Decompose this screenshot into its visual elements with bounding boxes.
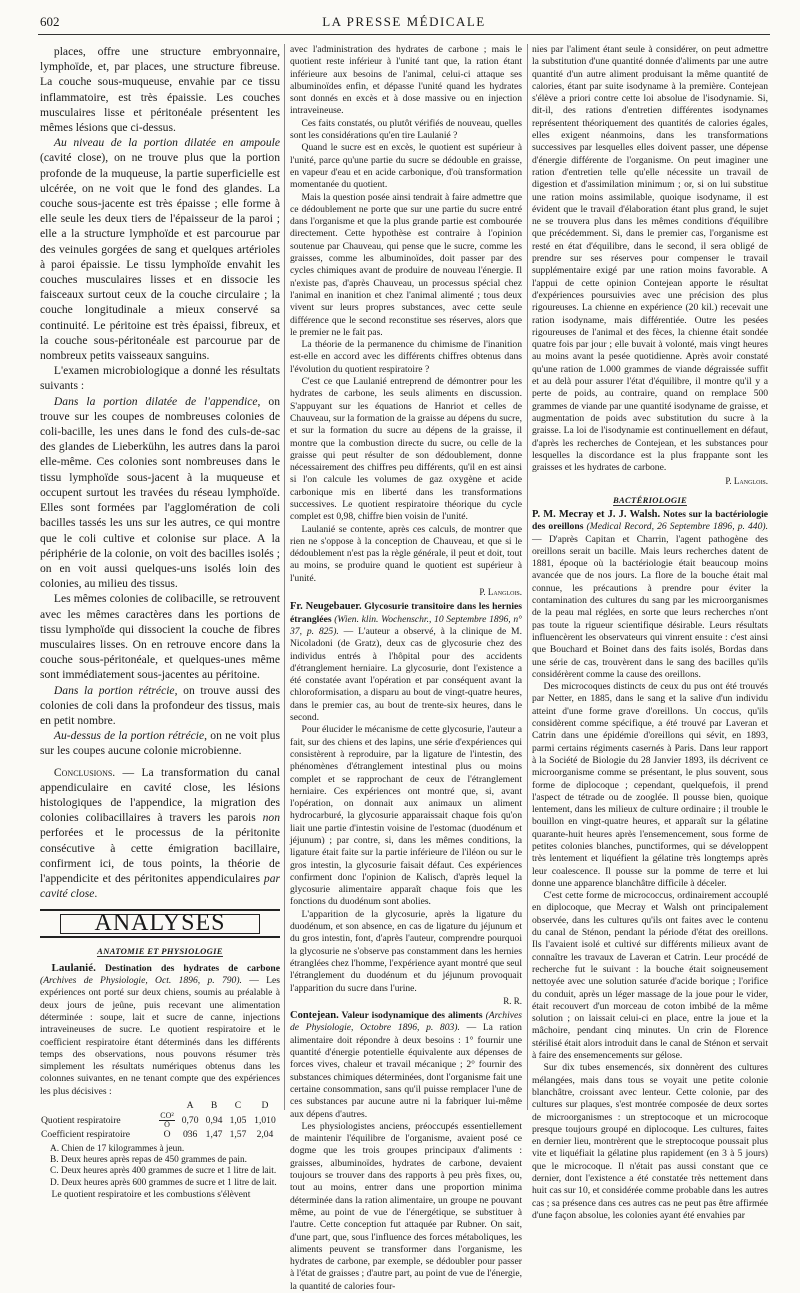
paragraph: Au-dessus de la portion rétrécie, on ne voit plus sur les coupes aucune colonie microbienne. <box>40 729 280 758</box>
table-col-header: C <box>234 1100 242 1112</box>
paragraph: Le quotient respiratoire et les combustions s'élèvent <box>51 1189 251 1201</box>
entry-author: P. M. Mecray et J. J. Walsh. <box>532 508 661 520</box>
entry-title: Valeur isodynamique des aliments <box>338 1010 483 1022</box>
legend-item: D. Deux heures après 600 grammes de sucre et 1 litre de lait. <box>50 1177 277 1188</box>
paragraph: La théorie de la permanence du chimisme de l'inanition est-elle en accord avec les différents chiffres obtenus dans l'évolution du quotient respiratoire ? <box>290 339 522 375</box>
entry-title: Destination des hydrates de carbone <box>95 962 280 974</box>
paragraph: Pour élucider le mécanisme de cette glycosurie, l'auteur a fait, sur des chiens et des lapins, une série d'expériences qui consistèrent à reproduire, par la ligature de l'intestin, des phénomènes d'étranglement intestinal plus ou moins complet et se rapprochant de ceux de l'étranglement herniaire. Ces expériences ont montré que, si, avant l'opération, on donnait aux animaux un aliment hydrocarburé, la glycosurie apparaissait chaque fois qu'on liait une partie d'intestin voisine de l'estomac (duodénum et jéjunum) ; par contre, si, dans les mêmes conditions, la ligature était faite sur la partie inférieure de l'iléon ou sur le gros intestin, la glycosurie faisait défaut. Ces expériences confirment donc l'opinion de Kalisch, d'après lequel la glycosurie alimentaire apparaît chaque fois que les fonctions du duodénum sont abolies. <box>290 724 522 908</box>
journal-title: LA PRESSE MÉDICALE <box>322 14 486 29</box>
paragraph: Des microcoques distincts de ceux du pus ont été trouvés par Netter, en 1885, dans le sang et la salive d'un individu atteint d'une forme grave d'oreillons. Un coccus, qu'ils considèrent comme spécifique, a été trouvé par Laveran et Catrin dans une épidémie d'oreillons qui sévit, en 1893, parmi certains régiments casernés à Paris. Dans leur rapport à la Société de Biologie du 28 Janvier 1893, ils décrivent ce microorganisme comme se présentant, le plus souvent, sous forme de diplocoque ; cependant, quelquefois, il prend l'aspect de tétrade ou de zooglée. Il pousse bien, quoique lentement, dans les milieux de culture ordinaire ; il trouble le bouillon en vingt-quatre heures, et apparaît sur la gélatine quarante-huit heures après l'ensemencement, sous forme de petites colonies blanches, punctiformes, qui se développent très lentement et liquéfient la gélatine très longtemps après leur coalescence. Il pousse sur la pomme de terre et lui donne une apparence blanchâtre difficile à déceler. <box>532 681 768 889</box>
paragraph: C'est ce que Laulanié entreprend de démontrer pour les hydrates de carbone, les seuls aliments en discussion. S'appuyant sur les équations de Hanriot et celles de Chauveau, sur la formation de la graisse au dépens du sucre, et sur la formation du sucre au dépens de la graisse, il montre que la combustion directe du sucre, ou celle de la graisse qui peut résulter de son dédoublement, donne nécessairement des chiffres peu différents, qu'il en est ainsi si l'on calcule les volumes de gaz oxygène et acide carbonique mis en liberté dans les transformations successives. Le quotient respiratoire théorique du cycle complet est 0,98, chiffre bien voisin de l'unité. <box>290 376 522 523</box>
table-col-header: A <box>186 1100 194 1112</box>
analysis-entry: P. M. Mecray et J. J. Walsh. Notes sur la bactériologie des oreillons (Medical Record, 26 Septembre 1896, p. 440). — D'après Capitan et Charrin, l'agent pathogène des oreillons serait un bacille. Mais leurs recherches datent de 1881, époque où la bactériologie était beaucoup moins avancée que de nos jours. La flore de la bouche était mal connue, les précautions à prendre pour éviter la contamination des cultures du sang par les microorganismes de la peau mal réglées, en sorte que leurs recherches n'ont pas toute la rigueur scientifique désirable. Leurs résultats influencèrent les observateurs qui vinrent ensuite : c'est ainsi que Bouchard et Boinet dans des faits isolés, Bordas dans une série de cas, trouvèrent dans le sang des bacilles qu'ils considérèrent comme la cause des oreillons. <box>532 508 768 680</box>
entry-source: (Archives de Physiologie, Oct. 1896, p. 790). <box>40 975 242 987</box>
paragraph: Les mêmes colonies de colibacille, se retrouvent avec les mêmes caractères dans les portions de tissu lymphoïde qui dissocient la couche de fibres musculaires lisses. On en retrouve encore dans la couche sous-péritonéale, et quelques-unes même sont immédiatement sous-jacentes au péritoine. <box>40 592 280 682</box>
paragraph: Au niveau de la portion dilatée en ampoule (cavité close), on ne trouve plus que la portion profonde de la muqueuse, la partie superficielle est ulcérée, on ne voit que le fond des glandes. La couche sous-jacente est très épaisse ; elle forme à elle seule les deux tiers de l'épaisseur de la paroi ; elle a la structure lymphoïde et est parcourue par des veinules gorgées de sang et quelques artérioles à paroi épaissie. Le tissu lymphoïde envahit les couches musculaires lisses et en dissocie les faisceaux surtout ceux de la couche circulaire ; la couche longitudinale a mieux conservé sa continuité. Le péritoine est très épaissi, fibreux, et la couche sous-péritonéale est parcourue par de nombreux petits vaisseaux sanguins. <box>40 136 280 363</box>
table-row: Quotient respiratoire $\frac{\text{CO²}}{O}$ 0,70 0,94 1,05 1,010 <box>41 1111 276 1130</box>
column-rule-1 <box>284 44 285 1110</box>
paragraph: places, offre une structure embryonnaire, lymphoïde, et, par places, une structure fibreuse. La couche sous-muqueuse, envahie par ce tissu inflammatoire, est très épaissie. Les couches musculaires lisse et péritonéale présentent les mêmes lésions que ci-dessus. <box>40 45 280 135</box>
paragraph: C'est cette forme de micrococcus, ordinairement accouplé en diplocoque, que Mecray et Walsh ont principalement observée, dans les cultures qu'ils ont faites avec le contenu du canal de Sténon, pendant la période d'état des oreillons. Ils l'avaient isolé et cultivé sur différents milieux avant de connaître les travaux de Laveran et Catrin. Leur procédé de recherche fut le suivant : la bouche était soigneusement nettoyée avec une solution saturée d'acide borique ; l'orifice du conduit, après un léger massage de la joue pour le vider, était recouvert d'un morceau de coton imbibé de la même solution ; on laissait celui-ci en place, entre la joue et la mâchoire, pendant cinq minutes. Un crin de Florence stérilisé était alors introduit dans le canal de Sténon et servait à faire des ensemencements sur gélose. <box>532 890 768 1062</box>
conclusions-paragraph: Conclusions. — La transformation du canal appendiculaire en cavité close, les lésions histologiques de l'appendice, la migration des colonies colibacillaires à travers les parois non perforées et le processus de la péritonite consécutive à cette émigration bacillaire, confirment ici, de tous points, la théorie de l'appendicite et des péritonites appendiculaires par cavité close. <box>40 765 280 901</box>
analysis-entry: Contejean. Valeur isodynamique des aliments (Archives de Physiologie, Octobre 1896, p. 803). — La ration alimentaire doit répondre à deux besoins : 1° fournir une quantité d'énergie potentielle équivalente aux dépenses de forces vives, chaleur et travail mécanique ; 2° fournir des substances chimiques déterminées, dont l'organisme fait une certaine consommation, sans qu'il puisse remplacer l'une de ces substances par aucune autre ni la fabriquer lui-même aux dépens d'autres. <box>290 1010 522 1120</box>
table-col-header: B <box>210 1100 218 1112</box>
paragraph: L'apparition de la glycosurie, après la ligature du duodénum, et son absence, en cas de ligature du jéjunum et du gros intestin, font, d'après l'auteur, comprendre pourquoi la glycosurie ne s'observe pas constamment dans les hernies étranglées chez l'homme, l'expérience ayant montré que seul l'étranglement du duodénum et du jéjunum provoquait l'apparition du sucre dans l'urine. <box>290 908 523 994</box>
entry-author: Contejean. <box>290 1010 339 1022</box>
paragraph: Dans la portion dilatée de l'appendice, on trouve sur les coupes de nombreuses colonies de coli-bacille, les unes dans le fond des culs-de-sac des glandes de Lieberkühn, les autres dans la paroi elle-même. Ces colonies sont nombreuses dans le tissu lymphoïde sous-jacent à la muqueuse et occupent surtout les travées du réseau lymphoïde. Elles sont formées par l'agglomération de coli bacilles tassés les uns sur les autres, ce qui montre que le coli cultive et colonise sur place. A la périphérie de la colonie, on voit des bacilles isolés ; on en voit aussi quelques-uns isolés loin des colonies, au milieu des tissus. <box>40 394 280 591</box>
paragraph: Dans la portion rétrécie, on trouve aussi des colonies de coli dans la profondeur des tissus, mais en petit nombre. <box>40 683 280 727</box>
paragraph: Les physiologistes anciens, préoccupés essentiellement de maintenir l'équilibre de l'organisme, avaient posé ce dogme que les trois groupes principaux d'aliments : graisses, albuminoïdes, hydrates de carbone, devaient toujours se trouver dans des rapports à peu près fixes, ou, tout au moins, entrer dans une proportion minima déterminée dans la ration alimentaire, un groupe ne pouvant même, au point de vue de l'énergétique, se substituer à l'autre. Cette conception fut attaquée par Rubner. On sait, d'une part, que, sous l'influence des forces métaboliques, les aliments peuvent se transformer dans l'organisme, les hydrates de carbone, par exemple, se dédoubler pour passer à l'état de graisses ; d'autre part, au point de vue de l'énergie, la quantité de calories four- <box>290 1120 522 1292</box>
signature: R. R. <box>503 995 522 1006</box>
column-rule-2 <box>527 44 528 1110</box>
page-header <box>38 8 770 35</box>
entry-author: Fr. Neugebauer. <box>290 601 362 613</box>
results-table <box>40 1100 280 1142</box>
signature: P. Langlois. <box>479 587 522 598</box>
paragraph: nies par l'aliment étant seule à considérer, on peut admettre la substitution d'une quantité donnée d'aliments par une autre quantité d'un autre aliment produisant la même quantité de calories, étant par suite isodyname à la première. Contejean s'élève a priori contre cette loi absolue de l'isodynamie. Si, dit-il, des rations d'entretien différentes isodynames représentent théoriquement des quantités de calories égales, elles exigent néanmoins, dans les transformations successives par lesquelles elles doivent passer, une dépense d'énergie différente de l'organisme. On peut imaginer une ration d'entretien telle qu'elle nécessite un travail de digestion et d'assimilation minimum ; or, si on lui substitue une ration moins assimilable, quoique isodyname, il est évident que le travail d'élaboration étant plus grand, le sujet ne se trouvera plus dans les mêmes conditions d'équilibre que précédemment. Si, dans le premier cas, l'organisme est resté en état d'équilibre, dans le second, il sera obligé de prendre sur ses réserves pour compenser le travail supplémentaire exigé par une ration moins favorable. A l'appui de cette opinion Contejean apporte le résultat d'expériences poursuivies avec une précision des plus rigoureuses. La chienne en expérience (20 kil.) recevait une ration isodyname, mais différentiée. Outre les pesées rigoureuses de l'animal et des fèces, la chienne était sondée quatre fois par jour ; elle buvait à volonté, mais vingt heures au moins avant la pesée quotidienne. Après avoir constaté qu'une ration de 1.000 grammes de viande dégraissée suffit et au delà pour assurer l'état d'équilibre, il montre qu'il y a perte de poids, au contraire, quand on remplace 500 grammes de viande par une quantité isodyname de graisse, et augmentation de poids avec substitution du sucre à la graisse. La loi de l'isodynamie est continuellement en défaut, d'après les recherches de Contejean, et les substances pour lesquelles la discordance est la plus frappante sont les graisses et les hydrates de carbone. <box>532 44 768 474</box>
entry-source: (Medical Record, 26 Septembre 1896, p. 440). <box>583 521 768 533</box>
legend-item: A. Chien de 17 kilogrammes à jeun. <box>50 1143 185 1154</box>
section-title: ANALYSES <box>60 914 260 933</box>
paragraph: avec l'administration des hydrates de carbone ; mais le quotient reste inférieur à l'unité tant que, la ration étant inférieure aux besoins de l'animal, celui-ci attaque ses albuminoïdes enfin, et dépasse l'unité quand les hydrates sont donnés en excès et à dose massive ou en injection intraveineuse. <box>290 44 522 117</box>
signature: P. Langlois. <box>725 476 768 487</box>
table-legend <box>40 1144 280 1190</box>
table-col-header: D <box>261 1100 269 1112</box>
column-1 <box>40 44 280 1201</box>
entry-author: Laulanié. <box>51 961 96 974</box>
entry-source: (Archives de Physiologie, Octobre 1896, p. 803). <box>290 1010 522 1034</box>
legend-item: C. Deux heures après 400 grammes de sucre et 1 litre de lait. <box>50 1166 277 1177</box>
entry-source: (Wien. klin. Wochenschr., 10 Septembre 1896, n° 37, p. 825). <box>290 613 522 637</box>
paragraph: L'examen microbiologique a donné les résultats suivants : <box>40 364 280 393</box>
paragraph: Laulanié se contente, après ces calculs, de montrer que rien ne s'oppose à la conception de Chauveau, et que si le dédoublement n'est pas la règle générale, il peut et doit, tout au moins, se produire quand le quotient est supérieur à l'unité. <box>290 523 522 584</box>
analysis-entry: Laulanié. Destination des hydrates de carbone (Archives de Physiologie, Oct. 1896, p. 790). — Les expériences ont porté sur deux chiens, soumis au préalable à deux jours de jeûne, puis recevant une alimentation déterminée : soupe, lait et sucre de canne, injections intraveineuses de sucre. Le quotient respiratoire et le coefficient respiratoire étant déterminés dans les différents temps des observations, nous pouvons résumer très simplement les résultats numériques obtenus dans les colonnes suivantes, en ne tenant compte que des expériences les plus décisives : A B C D Quotient respiratoire $\frac{\text{CO²}}{O}$ 0,70 0,94 1,05 1,010 Coefficient respiratoire O 0⁠ͤ36 1,47 1,57 2,04 A. Chien de 17 kilogrammes à jeun. B. Deux heures après repas de 450 grammes de pain. C. Deux heures après 400 grammes de sucre et 1 litre de lait. D. Deux heures après 600 grammes de sucre et 1 litre de lait. Le quotient respiratoire et les combustions s'élèvent <box>40 961 280 1201</box>
legend-item: B. Deux heures après repas de 450 grammes de pain. <box>50 1155 247 1166</box>
analysis-entry: Fr. Neugebauer. Glycosurie transitoire dans les hernies étranglées (Wien. klin. Wochenschr., 10 Septembre 1896, n° 37, p. 825). — L'auteur a observé, à la clinique de M. Nicoladoni (de Gratz), deux cas de glycosurie chez des individus entrés à l'hôpital pour des accidents d'étranglement herniaire. La glycosurie, dont l'existence a été constatée avant l'opération et par conséquent avant la chloroformisation, a disparu au bout de vingt-quatre heures, dans le premier cas, au bout de trente-six heures, dans le second. <box>290 601 522 724</box>
subsection-heading: BACTÉRIOLOGIE <box>612 494 688 505</box>
table-row: Coefficient respiratoire O 0⁠ͤ36 1,47 1,57 2,04 <box>41 1129 274 1141</box>
paragraph: Sur dix tubes ensemencés, six donnèrent des cultures mélangées, mais dans tous se voyait une petite colonie blanchâtre, croissant avec lenteur. Cette colonie, par des cultures sur plaques, s'est montrée composée de deux sortes de microorganismes : un streptocoque et un microcoque presque toujours groupé en diplocoque. Les cultures, faites en dernier lieu, montrèrent que le streptocoque poussait plus vite et liquéfiait la gélatine plus rapidement (en 3 à 5 jours) que le microcoque. Il n'était pas aussi constant que ce dernier, dont l'existence a été constatée très nettement dans huit cas sur 10, et considérée comme probable dans les autres cas ; sa présence dans ces autres cas ne peut pas être affirmée d'une façon absolue, les colonies ayant été envahies par <box>532 1062 768 1221</box>
entry-title: Glycosurie transitoire dans les hernies étranglées <box>290 601 522 625</box>
paragraph: Ces faits constatés, ou plutôt vérifiés de nouveau, quelles sont les considérations qu'en tire Laulanié ? <box>290 117 522 142</box>
subsection-heading: ANATOMIE ET PHYSIOLOGIE <box>97 945 223 956</box>
entry-title: Notes sur la bactériologie des oreillons <box>532 508 768 533</box>
section-heading-box <box>40 909 280 937</box>
column-2 <box>290 44 523 1292</box>
page-number: 602 <box>40 14 60 29</box>
paragraph: Mais la question posée ainsi tendrait à faire admettre que ce dédoublement ne porte que sur une partie du sucre entré dans l'organisme et que la plus grande partie est combourée directement. Cette hypothèse est contraire à l'opinion soutenue par Chauveau, qui pense que le sucre, comme les graisses, comme les albuminoïdes, doit passer par des cycles chimiques avant de produire de nouveau l'énergie. Il n'existe pas, d'après Chauveau, un processus spécial chez l'animal en inanition et chez l'animal alimenté ; tous deux vivent sur leurs propres substances, avec cette seule différence que le second reconstitue ses réserves, alors que le premier ne le fait pas. <box>290 191 522 338</box>
column-3 <box>532 44 768 1221</box>
paragraph: Quand le sucre est en excès, le quotient est supérieur à l'unité, parce qu'une partie du sucre se dédouble en graisse, en vapeur d'eau et en acide carbonique, d'où transformation momentanée du quotient. <box>290 142 522 191</box>
